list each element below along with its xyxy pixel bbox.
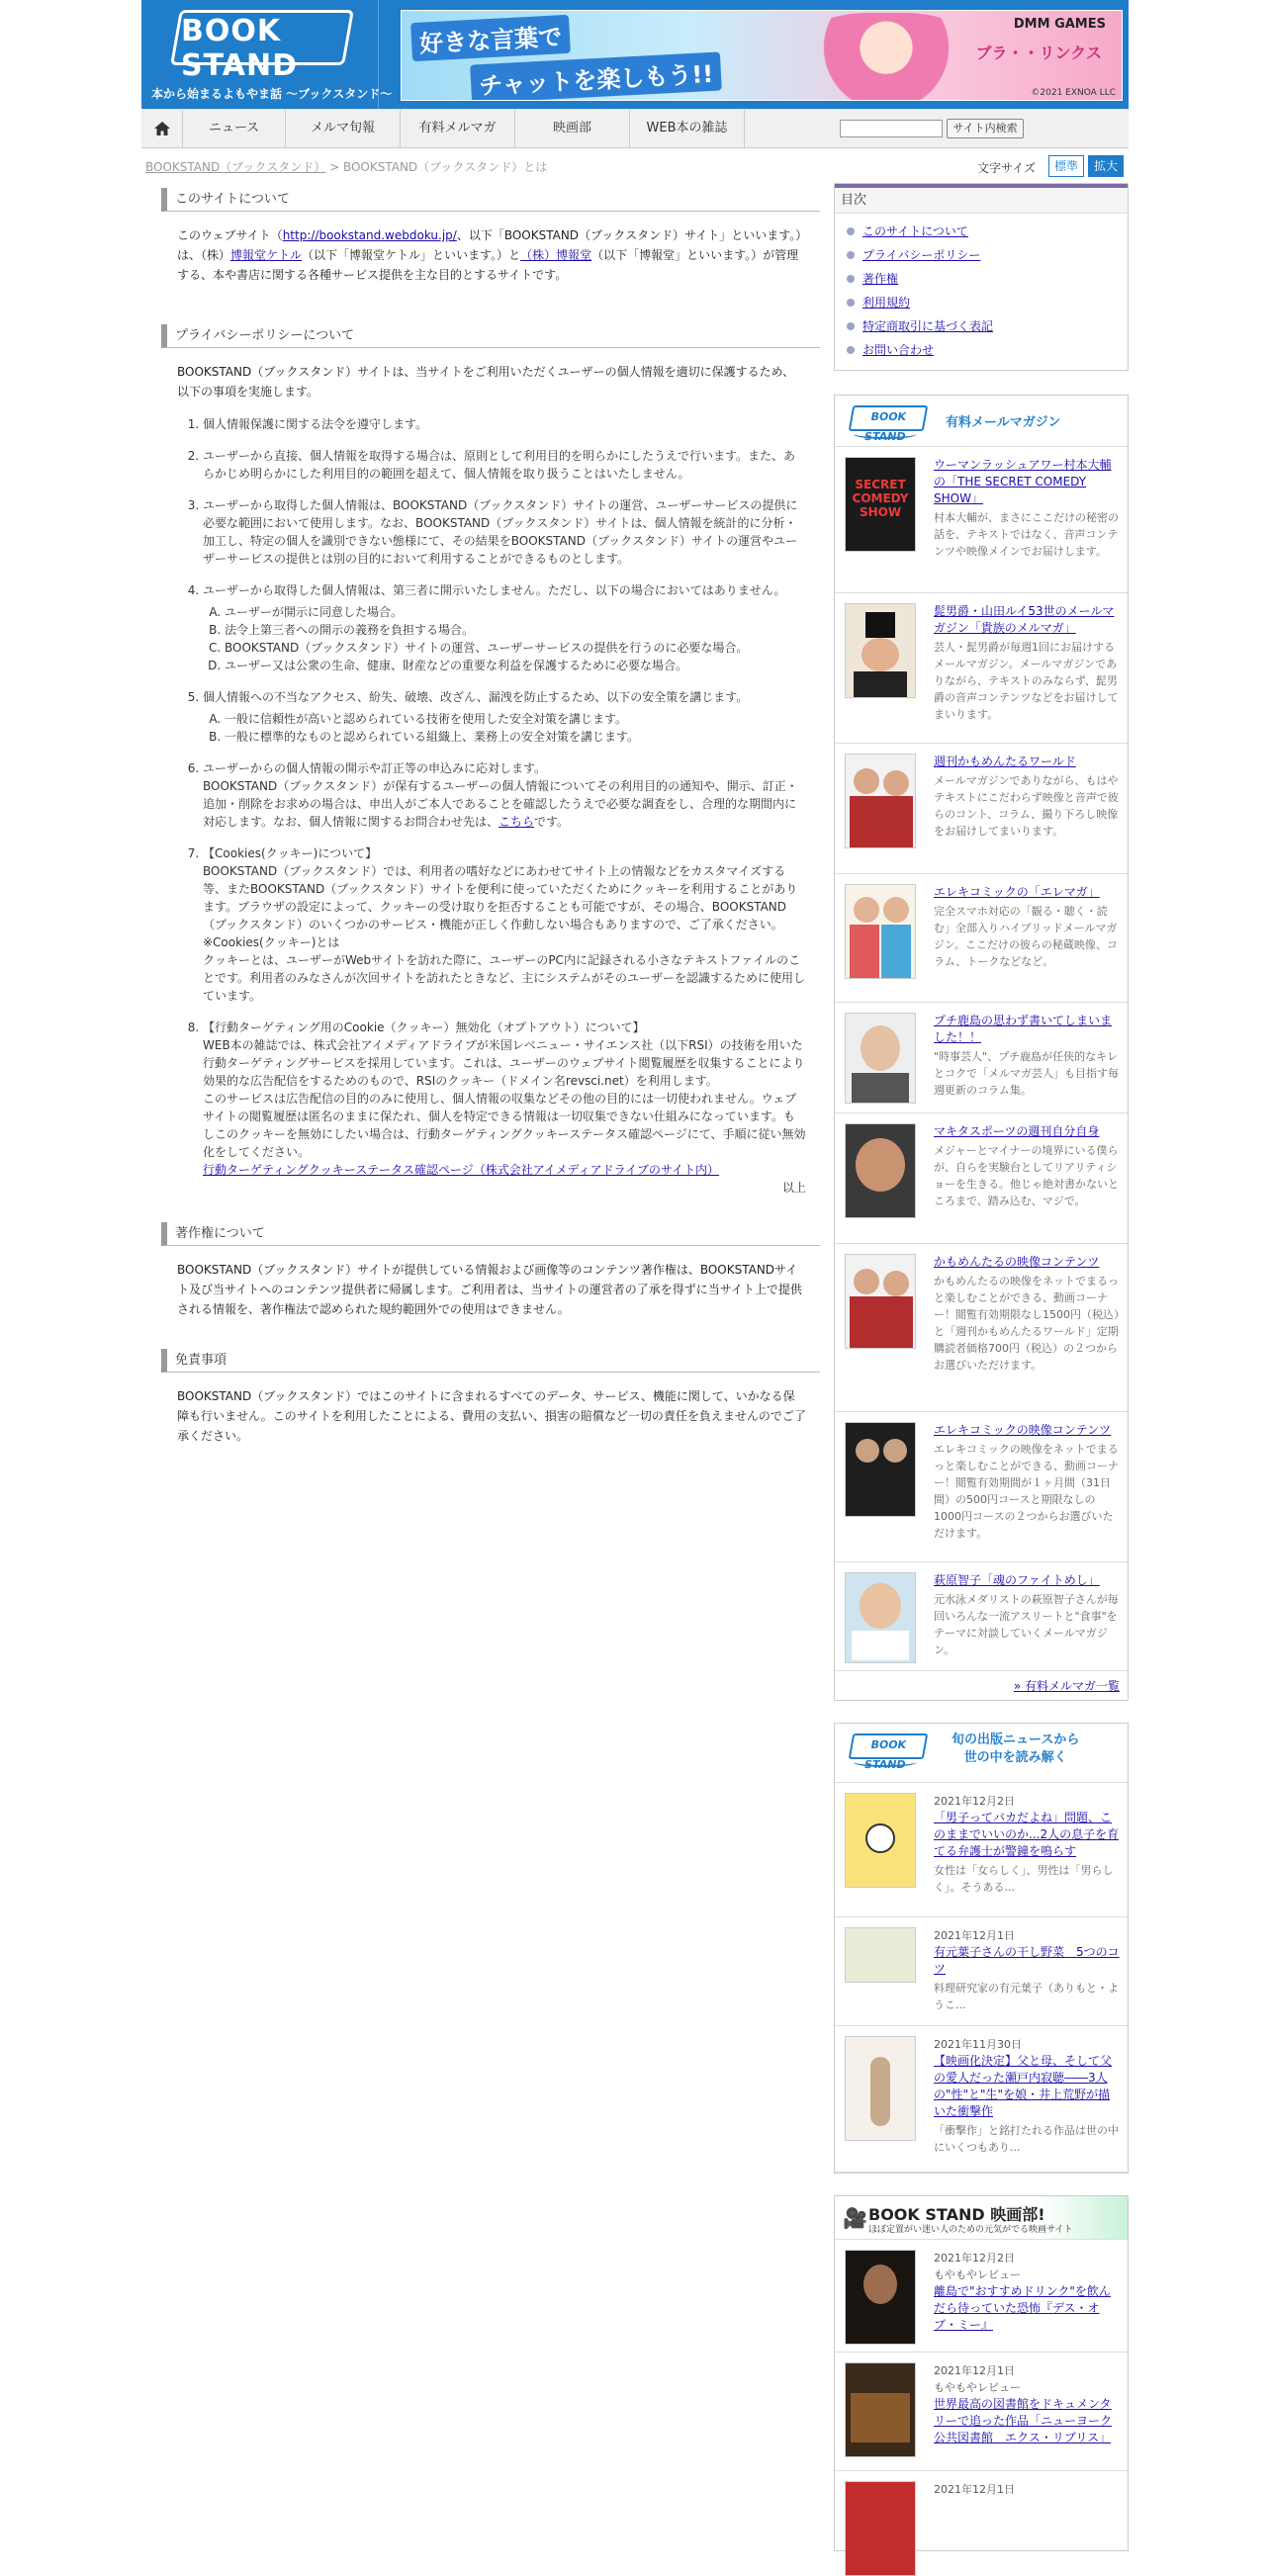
font-size-standard-button[interactable]: 標準 [1048, 155, 1084, 177]
toc-link-privacy[interactable]: プライバシーポリシー [862, 248, 981, 262]
toc-list [835, 214, 1128, 370]
toc-item [835, 243, 1128, 267]
mailmag-thumb [845, 1572, 916, 1663]
mailmag-entry [835, 593, 1128, 744]
privacy-item: 6. ユーザーからの個人情報の開示や訂正等の申込みに応対します。 BOOKSTAND（ブックスタンド）が保有するユーザーの個人情報についてその利用目的の通知や、開示、訂正・追加・削除をお求めの場合は、申出人がご本人であることを確認したうえで必要な調査をし、合理的な期間内に対応します。なお、個人情報に関するお問合わせ先は、こちらです。 [203, 759, 806, 831]
movie-thumb [845, 2481, 916, 2576]
hakuhodo-link[interactable]: （株）博報堂 [520, 248, 592, 262]
search-button[interactable]: サイト内検索 [947, 119, 1024, 138]
logo-text: BOOK STAND [181, 14, 298, 83]
section-heading-about: このサイトについて [161, 188, 820, 212]
contact-link[interactable]: こちら [499, 815, 534, 829]
movie-header [835, 2196, 1128, 2240]
sub-item: C. BOOKSTAND（ブックスタンド）サイトの運営、ユーザーサービスの提供を行うのに必要な場合。 [225, 639, 806, 657]
movie-title-link[interactable]: 離島で"おすすめドリンク"を飲んだら待っていた恐怖『デス・オブ・ミー』 [934, 2284, 1111, 2332]
section-heading-disclaimer: 免責事項 [161, 1349, 820, 1373]
main-content [161, 188, 820, 1446]
toc-link-terms[interactable]: 利用規約 [862, 296, 911, 310]
site-header [141, 0, 1129, 109]
mailmag-entry [835, 1003, 1128, 1113]
news-date: 2021年11月30日 [934, 2038, 1022, 2051]
privacy-item: 3. ユーザーから取得した個人情報は、BOOKSTAND（ブックスタンド）サイトの運営、ユーザーサービスの提供に必要な範囲において使用します。なお、BOOKSTAND（ブックスタンド）サイトは、個人情報を統計的に分析・加工し、特定の個人を識別できない態様にて、その結果をBOOKSTAND（ブックスタンド）サイトの運営やユーザーサービスの提供とは別の目的において利用することができるものとします。 [203, 496, 806, 568]
section-heading-privacy: プライバシーポリシーについて [161, 324, 820, 348]
breadcrumb-current: BOOKSTAND（ブックスタンド）とは [342, 160, 548, 174]
mailmag-title-link[interactable]: 週刊かもめんたるワールド [934, 755, 1076, 768]
disclaimer-text: BOOKSTAND（ブックスタンド）ではこのサイトに含まれるすべてのデータ、サービス、機能に関して、いかなる保障も行いません。このサイトを利用したことによる、費用の支払い、損害の賠償など一切の責任を負えませんのでご了承ください。 [177, 1389, 806, 1443]
banner-game-title: ブラ・・リンクス [975, 44, 1102, 62]
mailmag-desc: かもめんたるの映像をネットでまるっと楽しむことができる、動画コーナー！閲覧有効期限なし1500円（税込）と「週刊かもめんたるワールド」定期購読者価格700円（税込）の２つからお選びいただけます。 [934, 1275, 1120, 1372]
ad-banner[interactable] [401, 10, 1123, 101]
news-entry [835, 1917, 1128, 2026]
mailmag-thumb [845, 754, 916, 848]
nav-web-honno-zasshi[interactable]: WEB本の雑誌 [630, 110, 745, 147]
mailmag-entry [835, 1562, 1128, 1671]
mailmag-title-link[interactable]: 髭男爵・山田ルイ53世のメールマガジン「貴族のメルマガ」 [934, 604, 1115, 635]
news-desc: 女性は「女らしく」、男性は「男らしく」。そうある... [934, 1864, 1114, 1894]
mailmag-thumb [845, 884, 916, 979]
nav-melma-junpo[interactable]: メルマ旬報 [286, 110, 401, 147]
mailmag-title-link[interactable]: エレキコミックの「エレマガ」 [934, 885, 1100, 899]
end-mark: 以上 [781, 1181, 806, 1195]
mailmag-entry [835, 1244, 1128, 1412]
privacy-item: 5. 個人情報への不当なアクセス、紛失、破壊、改ざん、漏洩を防止するため、以下の安全策を講じます。 A. 一般に信頼性が高いと認められている技術を使用した安全対策を講じます。 B. 一般に標準的なものと認められている組織上、業務上の安全対策を講じます。 [203, 688, 806, 746]
news-thumb [845, 1927, 916, 1983]
news-desc: 「衝撃作」と銘打たれる作品は世の中にいくつもあり... [934, 2124, 1119, 2154]
font-size-label: 文字サイズ [977, 161, 1037, 175]
banner-brand: DMM GAMES [1013, 17, 1106, 32]
movie-title-link[interactable]: 世界最高の図書館をドキュメンタリーで追った作品「ニューヨーク公共図書館 エクス・リブリス」 [934, 2397, 1113, 2444]
movie-thumb [845, 2250, 916, 2345]
logo-tagline: 本から始まるよもやま話 ～ブックスタンド～ [151, 87, 393, 101]
mailmag-desc: 芸人・髭男爵が毎週1回にお届けするメールマガジン。メールマガジンでありながら、テキストのみならず、髭男爵の音声コンテンツなどをお届けしてまいります。 [934, 641, 1119, 721]
news-thumb [845, 2036, 916, 2141]
news-date: 2021年12月2日 [934, 1795, 1015, 1808]
news-date: 2021年12月1日 [934, 1929, 1015, 1942]
banner-line1: 好きな言葉で [410, 15, 571, 61]
news-thumb [845, 1793, 916, 1888]
nav-movie-club[interactable]: 映画部 [515, 110, 630, 147]
privacy-item: 4. ユーザーから取得した個人情報は、第三者に開示いたしません。ただし、以下の場合においてはありません。 A. ユーザーが開示に同意した場合。 B. 法令上第三者への開示の義務を負担する場合。 C. BOOKSTAND（ブックスタンド）サイトの運営、ユーザーサービスの提供を行うのに必要な場合。 D. ユーザー又は公衆の生命、健康、財産などの重要な利益を保護するために必要な場合。 [203, 581, 806, 674]
home-icon [154, 122, 170, 135]
mailmag-desc: 完全スマホ対応の「観る・聴く・読む」全部入りハイブリッドメールマガジン。ここだけの彼らの秘蔵映像、コラム、トークなどなど。 [934, 905, 1118, 968]
mailmag-title-link[interactable]: ウーマンラッシュアワー村本大輔の「THE SECRET COMEDY SHOW」 [934, 458, 1112, 505]
news-title-link[interactable]: 【映画化決定】父と母、そして父の愛人だった瀬戸内寂聴――3人の"性"と"生"を娘・井上荒野が描いた衝撃作 [934, 2054, 1113, 2118]
movie-date: 2021年12月1日 [934, 2483, 1015, 2496]
toc-box [834, 183, 1129, 371]
mailmag-title-link[interactable]: エレキコミックの映像コンテンツ [934, 1423, 1112, 1437]
mailmag-entry [835, 744, 1128, 874]
mailmag-desc: メジャーとマイナーの境界にいる僕らが、自らを実験台としてリアリティショーを生きる。他じゃ絶対書かないところまで、踏み込む、マジで。 [934, 1144, 1119, 1207]
mailmag-entry [835, 1113, 1128, 1244]
toc-item [835, 338, 1128, 362]
privacy-intro: BOOKSTAND（ブックスタンド）サイトは、当サイトをご利用いただくユーザーの個人情報を適切に保護するため、以下の事項を実施します。 [177, 365, 795, 399]
mailmag-entry [835, 874, 1128, 1003]
mailmag-title-link[interactable]: プチ鹿島の思わず書いてしまいました！！ [934, 1014, 1113, 1044]
mailmag-entry [835, 447, 1128, 593]
toc-link-tokusho[interactable]: 特定商取引に基づく表記 [862, 319, 994, 333]
site-url-link[interactable]: http://bookstand.webdoku.jp/ [282, 228, 457, 242]
nav-news[interactable]: ニュース [183, 110, 286, 147]
movie-entry [835, 2471, 1128, 2550]
opt-out-link[interactable]: 行動ターゲティングクッキーステータス確認ページ（株式会社アイメディアドライブのサイト内） [203, 1163, 720, 1177]
mailmag-title-link[interactable]: マキタスポーツの週刊自分自身 [934, 1124, 1100, 1138]
mailmag-more-link[interactable]: » 有料メルマガ一覧 [1013, 1679, 1120, 1693]
news-title-link[interactable]: 「男子ってバカだよね」問題、このままでいいのか...2人の息子を育てる弁護士が警鐘を鳴らす [934, 1811, 1120, 1858]
sub-item: B. 一般に標準的なものと認められている組織上、業務上の安全対策を講じます。 [225, 728, 806, 746]
nav-paid-mailmag[interactable]: 有料メルマガ [401, 110, 515, 147]
main-nav [141, 109, 1129, 148]
mailmag-thumb [845, 1013, 916, 1104]
privacy-list [203, 415, 806, 1197]
news-entry [835, 2026, 1128, 2173]
mailmag-desc: エレキコミックの映像をネットでまるっと楽しむことができる、動画コーナー！閲覧有効期間が１ヶ月間（31日間）の500円コースと期限なしの1000円コースの２つからお選びいただけます。 [934, 1443, 1119, 1540]
movie-subtitle: ほぼ定置がい迷い人のための元気がでる映画サイト [868, 2225, 1073, 2235]
mailmag-entry [835, 1412, 1128, 1562]
bookstand-badge: BOOK STAND [849, 405, 929, 431]
banner-copyright: ©2021 EXNOA LLC [1031, 88, 1116, 98]
movie-category: もやもやレビュー [934, 2268, 1021, 2281]
mailmag-desc: 村本大輔が、まさにここだけの秘密の話を、テキストではなく、音声コンテンツや映像メインでお届けします。 [934, 511, 1119, 558]
mailmag-header [835, 396, 1128, 447]
search-input[interactable] [840, 120, 943, 137]
mailmag-desc: "時事芸人"、プチ鹿島が任侠的なキレとコクで「メルマガ芸人」も目指す毎週更新のコラム集。 [934, 1050, 1119, 1097]
banner-character-image [797, 13, 975, 100]
breadcrumb [145, 158, 547, 175]
toc-item [835, 267, 1128, 291]
movie-category: もやもやレビュー [934, 2381, 1021, 2394]
news-title: 旬の出版ニュースから 世の中を読み解く [952, 1732, 1080, 1765]
breadcrumb-separator: > [325, 160, 343, 174]
about-text: このウェブサイト（http://bookstand.webdoku.jp/、以下「BOOKSTAND（ブックスタンド）サイト」といいます。）は、（株）博報堂ケトル（以下「博報堂ケトル」といいます。）と（株）博報堂（以下「博報堂」といいます。）が管理する、本や書店に関する各種サービス提供を主な目的とするサイトです。 [177, 228, 802, 282]
toc-link-about[interactable]: このサイトについて [862, 224, 968, 238]
movie-title: BOOK STAND 映画部! [868, 2205, 1045, 2224]
news-header [835, 1724, 1128, 1783]
mailmag-title-link[interactable]: 萩原智子「魂のファイトめし」 [934, 1573, 1100, 1587]
movie-entry [835, 2353, 1128, 2471]
movie-date: 2021年12月2日 [934, 2252, 1015, 2265]
mailmag-thumb [845, 1123, 916, 1218]
sidebar [834, 183, 1129, 2569]
bookstand-badge: BOOK STAND [849, 1733, 929, 1759]
copyright-text: BOOKSTAND（ブックスタンド）サイトが提供している情報および画像等のコンテンツ著作権は、BOOKSTANDサイト及び当サイトへのコンテンツ提供者に帰属します。ご利用者は、当サイトの運営者の了承を得ずに当サイト上で提供される情報を、著作権法で認められた規約範囲外での使用はできません。 [177, 1263, 802, 1316]
mailmag-thumb [845, 1254, 916, 1349]
font-size-large-button[interactable]: 拡大 [1088, 155, 1124, 177]
movie-box [834, 2195, 1129, 2551]
movie-thumb [845, 2362, 916, 2457]
site-logo[interactable] [141, 0, 393, 109]
privacy-item: 1. 個人情報保護に関する法令を遵守します。 [203, 415, 806, 433]
toc-link-contact[interactable]: お問い合わせ [862, 343, 935, 357]
mailmag-title: 有料メールマガジン [946, 415, 1061, 430]
toc-link-copyright[interactable]: 著作権 [862, 272, 899, 286]
toc-item [835, 220, 1128, 243]
hakuhodo-kettle-link[interactable]: 博報堂ケトル [230, 248, 303, 262]
news-desc: 料理研究家の有元葉子（ありもと・ようこ... [934, 1982, 1119, 2011]
news-title-link[interactable]: 有元葉子さんの干し野菜 5つのコツ [934, 1945, 1120, 1976]
mailmag-thumb: SECRET COMEDY SHOW [845, 457, 916, 552]
news-box [834, 1723, 1129, 2174]
sub-item: A. 一般に信頼性が高いと認められている技術を使用した安全対策を講じます。 [225, 710, 806, 728]
sub-item: D. ユーザー又は公衆の生命、健康、財産などの重要な利益を保護するために必要な場合。 [225, 657, 806, 674]
banner-line2: チャットを楽しもう!! [470, 51, 722, 101]
sub-item: B. 法令上第三者への開示の義務を負担する場合。 [225, 621, 806, 639]
mailmag-desc: 元水泳メダリストの萩原智子さんが毎回いろんな一流アスリートと"食事"をテーマに対談していくメールマガジン。 [934, 1593, 1119, 1656]
breadcrumb-home-link[interactable]: BOOKSTAND（ブックスタンド） [145, 160, 326, 174]
nav-home[interactable] [141, 110, 183, 147]
mailmag-desc: メールマガジンでありながら、もはやテキストにこだわらず映像と音声で彼らのコント、コラム、撮り下ろし映像をお届けしてまいります。 [934, 774, 1119, 838]
news-entry [835, 1783, 1128, 1917]
privacy-item: 2. ユーザーから直接、個人情報を取得する場合は、原則として利用目的を明らかにしたうえで行います。また、あらかじめ明らかにした利用目的の範囲を超えて、個人情報を取り扱うことはいたしません。 [203, 447, 806, 483]
mailmag-title-link[interactable]: かもめんたるの映像コンテンツ [934, 1255, 1100, 1269]
mailmag-box [834, 395, 1129, 1701]
toc-heading: 目次 [835, 184, 1128, 214]
movie-entry [835, 2240, 1128, 2353]
section-heading-copyright: 著作権について [161, 1222, 820, 1246]
film-camera-icon: 🎥 [843, 2206, 867, 2230]
sub-item: A. ユーザーが開示に同意した場合。 [225, 603, 806, 621]
toc-item [835, 291, 1128, 314]
movie-date: 2021年12月1日 [934, 2364, 1015, 2377]
privacy-item: 7. 【Cookies(クッキー)について】 BOOKSTAND（ブックスタンド）では、利用者の嗜好などにあわせてサイト上の情報などをカスタマイズする等、またBOOKSTAND（ブックスタンド）サイトを便利に使っていただくためにクッキーを利用することがあります。ブラウザの設定によって、クッキーの受け取りを拒否することも可能ですが、その場合、BOOKSTAND（ブックスタンド）のいくつかのサービス・機能が正しく作動しない場合もありますので、ご了承ください。 ※Cookies(クッキー)とは クッキーとは、ユーザーがWebサイトを訪れた際に、ユーザーのPC内に記録される小さなテキストファイルのことです。利用者のみなさんが次回サイトを訪れたときなど、主にシステムがそのユーザーを認識するために使用しています。 [203, 844, 806, 1005]
privacy-item: 8. 【行動ターゲティング用のCookie（クッキー）無効化（オプトアウト）について】 WEB本の雑誌では、株式会社アイメディアドライブが米国レベニュー・サイエンス社（以下RSI）の技術を用いた行動ターゲティングサービスを採用しています。これは、ユーザーのウェブサイト閲覧履歴を収集することにより効果的な広告配信をするためのもので、RSIのクッキー（ドメイン名revsci.net）を利用します。 このサービスは広告配信の目的のみに使用し、個人情報の収集などその他の目的には一切使われません。ウェブサイトの閲覧履歴は匿名のままに保たれ、個人を特定できる情報は一切収集できない仕組みになっています。もしこのクッキーを無効にしたい場合は、行動ターゲティングクッキーステータス確認ページにて、手順に従い無効化をしてください。 行動ターゲティングクッキーステータス確認ページ（株式会社アイメディアドライブのサイト内） 以上 [203, 1019, 806, 1197]
mailmag-thumb [845, 1422, 916, 1517]
page-wrapper [141, 0, 1129, 2539]
toc-item [835, 314, 1128, 338]
mailmag-thumb [845, 603, 916, 698]
